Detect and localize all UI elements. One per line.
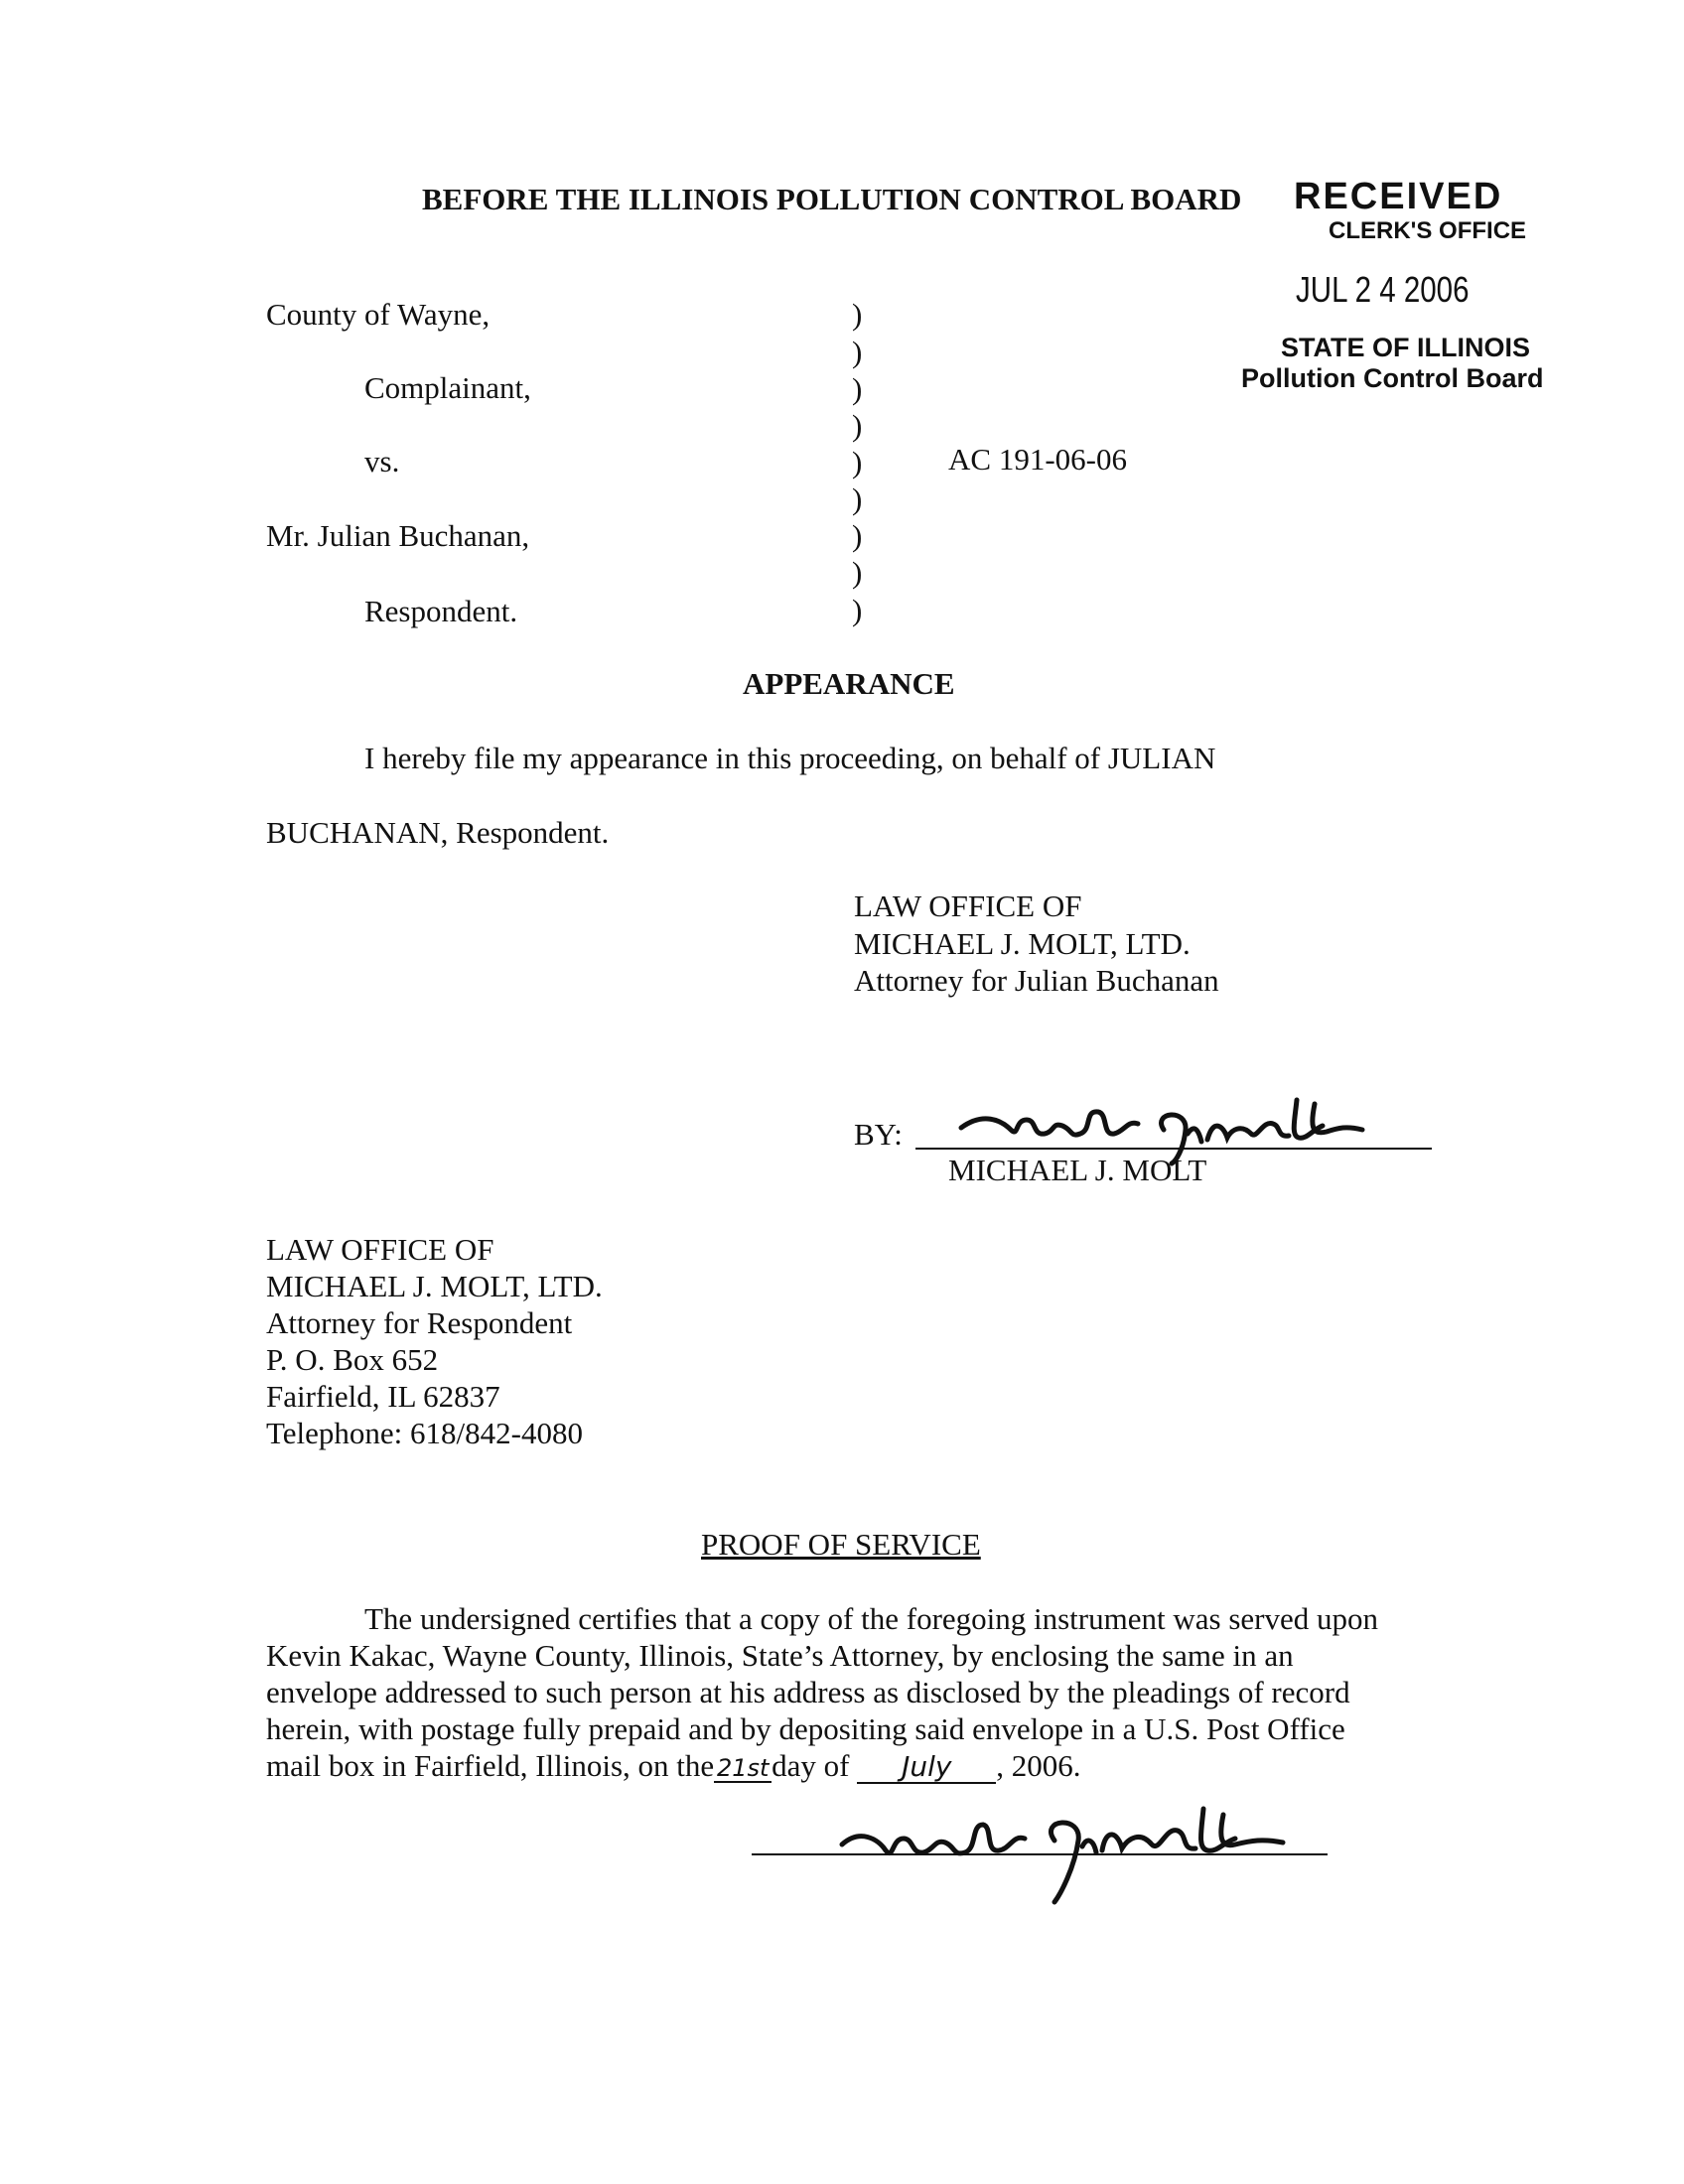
proof-text-line: The undersigned certifies that a copy of the foregoing instrument was served upon [364, 1601, 1378, 1636]
received-stamp-label: RECEIVED [1294, 176, 1503, 217]
day-of-label: day of [772, 1748, 850, 1783]
caption-bracket: ) [852, 371, 863, 406]
proof-of-service-heading: PROOF OF SERVICE [701, 1527, 981, 1562]
address-telephone: Telephone: 618/842-4080 [266, 1416, 583, 1450]
address-line: Fairfield, IL 62837 [266, 1379, 500, 1414]
appearance-heading: APPEARANCE [743, 666, 955, 701]
party-respondent-name: Mr. Julian Buchanan, [266, 518, 530, 553]
versus-label: vs. [364, 444, 400, 478]
stamp-state-label: STATE OF ILLINOIS [1281, 333, 1530, 362]
appearance-text-line-1: I hereby file my appearance in this proceeding, on behalf of JULIAN [364, 741, 1216, 775]
handwritten-month: July [857, 1752, 996, 1784]
proof-last-line-prefix: mail box in Fairfield, Illinois, on the [266, 1748, 715, 1783]
firm-name-line: MICHAEL J. MOLT, LTD. [854, 926, 1191, 961]
signer-name: MICHAEL J. MOLT [948, 1153, 1207, 1187]
stamp-board-label: Pollution Control Board [1241, 363, 1544, 393]
party-respondent-role: Respondent. [364, 594, 518, 628]
firm-attorney-line: Attorney for Julian Buchanan [854, 963, 1219, 998]
caption-bracket: ) [852, 297, 863, 332]
caption-bracket: ) [852, 481, 863, 516]
clerks-office-label: CLERK'S OFFICE [1329, 217, 1527, 244]
proof-text-line: envelope addressed to such person at his address as disclosed by the pleadings of record [266, 1675, 1350, 1709]
caption-bracket: ) [852, 518, 863, 553]
caption-bracket: ) [852, 593, 863, 627]
address-line: LAW OFFICE OF [266, 1232, 494, 1267]
address-line: MICHAEL J. MOLT, LTD. [266, 1269, 603, 1303]
caption-bracket: ) [852, 335, 863, 369]
by-label: BY: [854, 1117, 903, 1152]
proof-text-line: herein, with postage fully prepaid and by depositing said envelope in a U.S. Post Office [266, 1711, 1345, 1746]
party-complainant-role: Complainant, [364, 370, 531, 405]
proof-text-line [266, 1747, 1081, 1784]
proof-signature-image [834, 1799, 1291, 1908]
proof-year: , 2006. [996, 1748, 1081, 1783]
party-complainant-name: County of Wayne, [266, 297, 491, 332]
appearance-text-line-2: BUCHANAN, Respondent. [266, 815, 610, 850]
caption-bracket: ) [852, 555, 863, 590]
address-line: P. O. Box 652 [266, 1342, 439, 1377]
handwritten-day: 21st [714, 1755, 772, 1783]
received-date: JUL 2 4 2006 [1296, 269, 1470, 310]
address-line: Attorney for Respondent [266, 1305, 573, 1340]
proof-text-line: Kevin Kakac, Wayne County, Illinois, State’s Attorney, by enclosing the same in an [266, 1638, 1294, 1673]
document-title: BEFORE THE ILLINOIS POLLUTION CONTROL BOARD [422, 182, 1242, 216]
caption-bracket: ) [852, 445, 863, 479]
caption-bracket: ) [852, 408, 863, 443]
firm-name-line: LAW OFFICE OF [854, 888, 1082, 923]
case-number: AC 191-06-06 [948, 442, 1127, 477]
